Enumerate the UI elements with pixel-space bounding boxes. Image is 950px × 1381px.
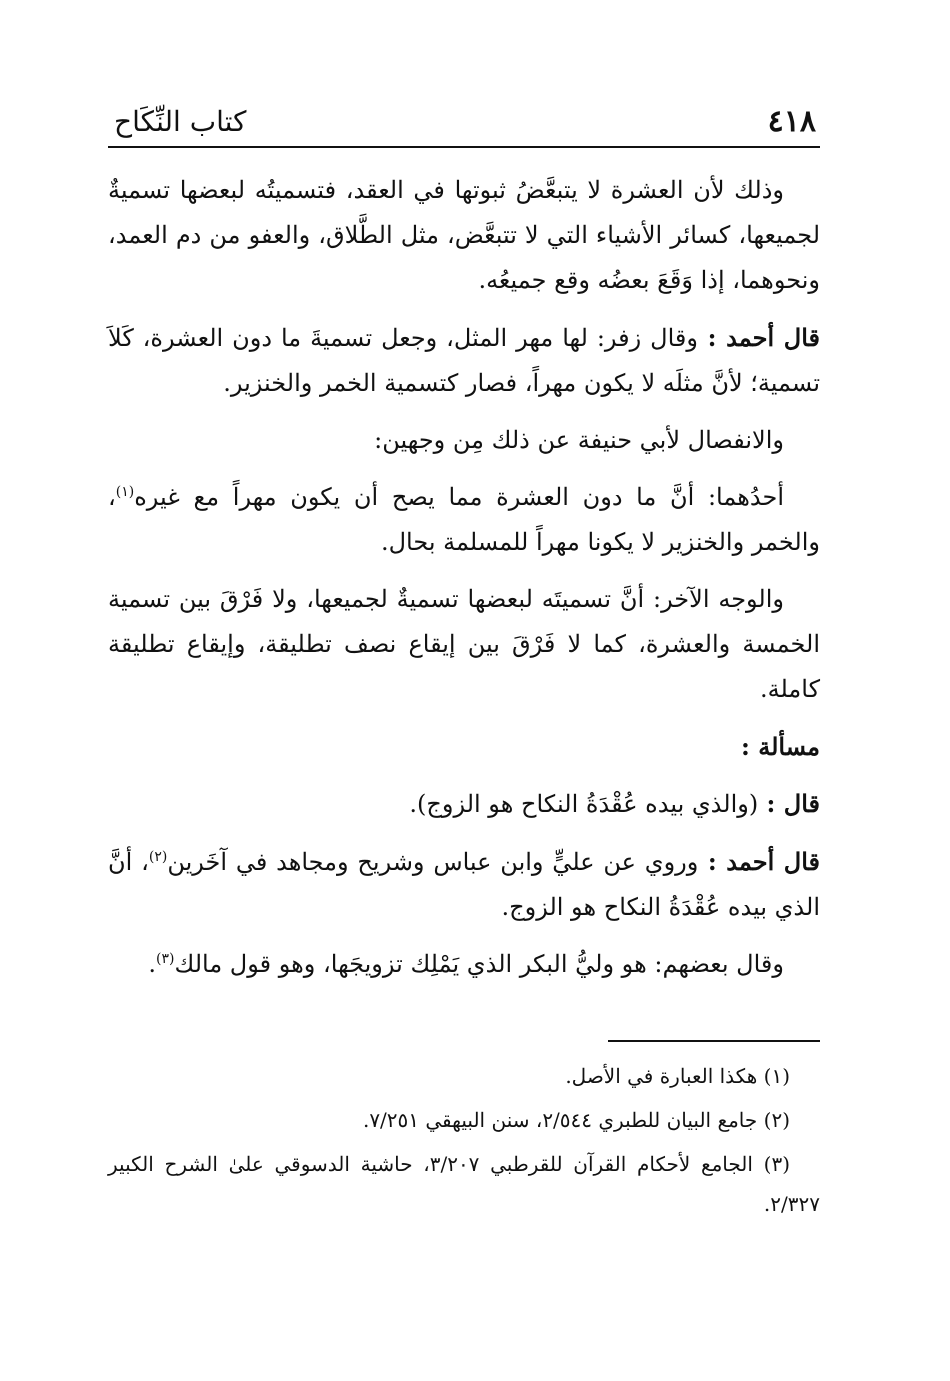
footnote-2: (٢) جامع البيان للطبري ٢/٥٤٤، سنن البيهقي ٧/٢٥١. — [362, 1108, 790, 1132]
paragraph-text: وقال زفر: لها مهر المثل، وجعل تسميةَ ما دون العشرة، كَلاَ تسمية؛ لأنَّ مثلَه لا يكون مهراً، فصار كتسمية الخمر والخنزير. — [108, 324, 820, 397]
paragraph-text: أحدُهما: أنَّ ما دون العشرة مما يصح أن يكون مهراً مع غيره — [134, 483, 784, 511]
document-page — [108, 0, 820, 1381]
paragraph-5 — [108, 577, 820, 712]
paragraph-lead: قال أحمد : — [697, 323, 820, 352]
footnote-ref-1: (١) — [115, 484, 135, 500]
running-title: كتاب النِّكَاح — [114, 105, 247, 138]
footnote-ref-2: (٢) — [148, 849, 168, 865]
paragraph-text: والانفصال لأبي حنيفة عن ذلك مِن وجهين: — [374, 426, 784, 454]
paragraph-text: (والذي بيده عُقْدَةُ النكاح هو الزوج). — [409, 790, 759, 818]
footnote-divider — [608, 1040, 820, 1042]
paragraph-3 — [108, 418, 820, 463]
paragraph-lead: قال أحمد : — [698, 847, 820, 876]
paragraph-6 — [108, 781, 820, 827]
paragraph-lead: قال : — [758, 789, 820, 818]
paragraph-text-after: ، والخمر والخنزير لا يكونا مهراً للمسلمة بحال. — [108, 483, 820, 556]
paragraph-8 — [108, 942, 820, 987]
paragraph-text-after: ، أنَّ الذي بيده عُقْدَةُ النكاح هو الزوج. — [108, 848, 820, 921]
paragraph-text: وروي عن عليٍّ وابن عباس وشريح ومجاهد في آخَرين — [167, 848, 699, 876]
paragraph-text: والوجه الآخر: أنَّ تسميتَه لبعضها تسميةٌ لجميعها، ولا فَرْقَ بين تسمية الخمسة والعشرة، كما لا فَرْقَ بين إيقاع نصف تطليقة، وإيقاع تطليقة كاملة. — [108, 585, 820, 703]
paragraph-7 — [108, 839, 820, 930]
footnote-3: (٣) الجامع لأحكام القرآن للقرطبي ٣/٢٠٧، حاشية الدسوقي علىٰ الشرح الكبير ٢/٣٢٧. — [108, 1152, 820, 1216]
page-header — [108, 100, 820, 148]
paragraph-2 — [108, 315, 820, 406]
footnotes — [108, 1056, 820, 1228]
paragraph-text: وقال بعضهم: هو وليُّ البكر الذي يَمْلِك تزويجَها، وهو قول مالك — [174, 950, 784, 978]
paragraph-text-after: . — [148, 950, 156, 978]
paragraph-text: وذلك لأن العشرة لا يتبعَّضُ ثبوتها في العقد، فتسميتُه لبعضها تسميةٌ لجميعها، كسائر الأشياء التي لا تتبعَّض، مثل الطَّلاق، والعفو من دم العمد، ونحوهما، إذا وَقَعَ بعضُه وقع جميعُه. — [108, 176, 821, 294]
main-text — [108, 168, 820, 999]
masala-heading: مسألة : — [741, 732, 820, 761]
footnote-1: (١) هكذا العبارة في الأصل. — [565, 1064, 790, 1088]
paragraph-1 — [108, 168, 820, 303]
paragraph-4 — [108, 475, 820, 565]
page-number: ٤١٨ — [767, 104, 816, 139]
footnote-ref-3: (٣) — [156, 951, 175, 967]
